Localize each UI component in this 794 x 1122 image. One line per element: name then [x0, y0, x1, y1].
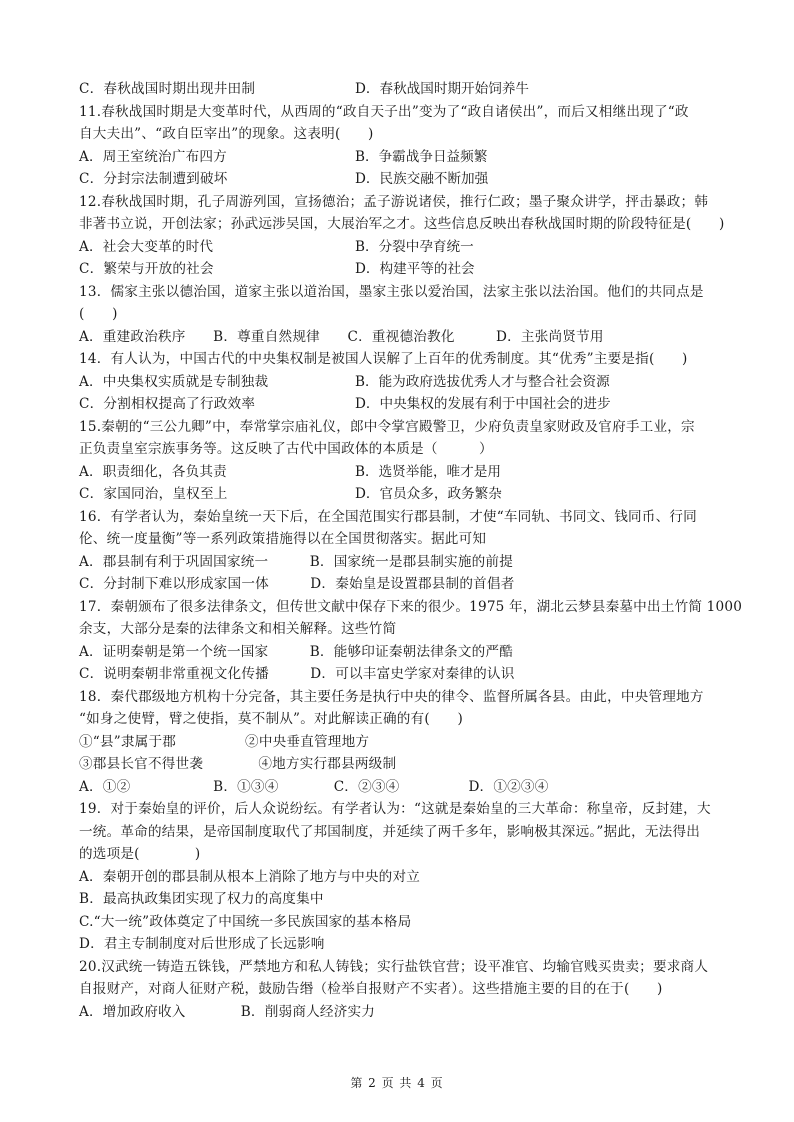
text-line: A．重建政治秩序 B．尊重自然规律 C．重视德治教化 D．主张尚贤节用 [79, 328, 604, 345]
text-line: A．增加政府收入 B．削弱商人经济实力 [79, 1003, 376, 1020]
text-line: A．周王室统治广布四方 [79, 148, 227, 165]
text-line: C．春秋战国时期出现井田制 [79, 81, 256, 97]
text-line: 20.汉武统一铸造五铢钱，严禁地方和私人铸钱；实行盐铁官营；设平准官、均输官贱买贵卖；要求商人 [79, 958, 709, 975]
text-line: 伦、统一度量衡”等一系列政策措施得以在全国贯彻落实。据此可知 [79, 531, 487, 547]
text-line: B．最高执政集团实现了权力的高度集中 [79, 891, 324, 907]
text-line: 12.春秋战国时期，孔子周游列国，宣扬德治；孟子游说诸侯，推行仁政；墨子聚众讲学，抨击暴政；韩 [79, 193, 709, 210]
option-right: B．能为政府选拔优秀人才与整合社会资源 [355, 373, 610, 390]
text-line: A．秦朝开创的郡县制从根本上消除了地方与中央的对立 [79, 868, 421, 885]
text-line: A．中央集权实质就是专制独裁 [79, 373, 269, 390]
text-line: 非著书立说，开创法家；孙武远涉吴国，大展治军之才。这些信息反映出春秋战国时期的阶段特征是( ) [79, 216, 725, 232]
page-footer: 第 2 页 共 4 页 [350, 1076, 444, 1090]
text-line: 的选项是( ) [79, 846, 201, 862]
text-line: C．分割相权提高了行政效率 [79, 396, 256, 412]
text-line: “如身之使臂，臂之使指，莫不制从”。对此解读正确的有( ) [79, 711, 463, 727]
text-line: 11.春秋战国时期是大变革时代，从西周的“政自天子出”变为了“政自诸侯出”，而后又相继出现了“政 [79, 103, 689, 120]
text-line: 16．有学者认为，秦始皇统一天下后，在全国范围实行郡县制，才使“车同轨、书同文、钱同币、行同 [79, 508, 697, 525]
option-right: D．民族交融不断加强 [355, 171, 489, 187]
text-line: C．分封宗法制遭到破坏 [79, 171, 228, 187]
option-right: D．官员众多，政务繁杂 [355, 486, 502, 502]
text-line: A．①② B．①③④ C．②③④ D．①②③④ [79, 778, 549, 795]
option-right: D．构建平等的社会 [355, 261, 475, 277]
text-line: ③郡县长官不得世袭 ④地方实行郡县两级制 [79, 756, 397, 772]
text-line: C．分封制下难以形成家国一体 D．秦始皇是设置郡县制的首倡者 [79, 576, 515, 592]
text-line: 正负责皇室宗族事务等。这反映了古代中国政体的本质是（ ） [79, 441, 493, 457]
text-line: C．繁荣与开放的社会 [79, 261, 214, 277]
text-line: 13．儒家主张以德治国，道家主张以道治国，墨家主张以爱治国，法家主张以法治国。他们的共同点是 [79, 283, 704, 300]
text-line: A．郡县制有利于巩固国家统一 B．国家统一是郡县制实施的前提 [79, 553, 514, 570]
text-line: 19．对于秦始皇的评价，后人众说纷纭。有学者认为：“这就是秦始皇的三大革命：称皇帝，反封建，大 [79, 801, 711, 817]
text-line: C．家国同治，皇权至上 [79, 486, 228, 502]
text-line: C.“大一统”政体奠定了中国统一多民族国家的基本格局 [79, 913, 412, 930]
text-line: A．社会大变革的时代 [79, 238, 214, 255]
text-line: 自报财产，对商人征财产税，鼓励告缗（检举自报财产不实者）。这些措施主要的目的在于( ) [79, 981, 663, 997]
option-right: B．选贤举能，唯才是用 [355, 463, 501, 480]
text-line: 自大夫出”、“政自臣宰出”的现象。这表明( ) [79, 126, 374, 142]
text-line: 18．秦代郡级地方机构十分完备，其主要任务是执行中央的律令、监督所属各县。由此，中央管理地方 [79, 688, 704, 705]
text-line: 一统。革命的结果，是帝国制度取代了邦国制度，并延续了两千多年，影响极其深远。”据此，无法得出 [79, 823, 701, 840]
text-line: 17．秦朝颁布了很多法律条文，但传世文献中保存下来的很少。1975 年，湖北云梦县秦墓中出土竹简 1000 [79, 598, 743, 615]
option-right: B．分裂中孕育统一 [355, 238, 474, 255]
text-line: D．君主专制制度对后世形成了长远影响 [79, 936, 325, 952]
text-line: 14．有人认为，中国古代的中央集权制是被国人误解了上百年的优秀制度。其“优秀”主要是指( ) [79, 351, 688, 367]
option-right: D．春秋战国时期开始饲养牛 [355, 81, 530, 97]
text-line: ( ) [79, 306, 118, 322]
text-line: A．证明秦朝是第一个统一国家 B．能够印证秦朝法律条文的严酷 [79, 643, 514, 660]
option-right: D．中央集权的发展有利于中国社会的进步 [355, 396, 611, 412]
text-line: 余支，大部分是秦的法律条文和相关解释。这些竹简 [79, 621, 397, 637]
option-right: B．争霸战争日益频繁 [355, 148, 488, 165]
text-line: 15.秦朝的“三公九卿”中，奉常掌宗庙礼仪，郎中令掌宫殿警卫，少府负责皇家财政及官府手工业，宗 [79, 418, 695, 435]
text-line: A．职责细化，各负其责 [79, 463, 227, 480]
text-line: ①“县”隶属于郡 ②中央垂直管理地方 [79, 733, 370, 750]
text-line: C．说明秦朝非常重视文化传播 D．可以丰富史学家对秦律的认识 [79, 666, 515, 682]
